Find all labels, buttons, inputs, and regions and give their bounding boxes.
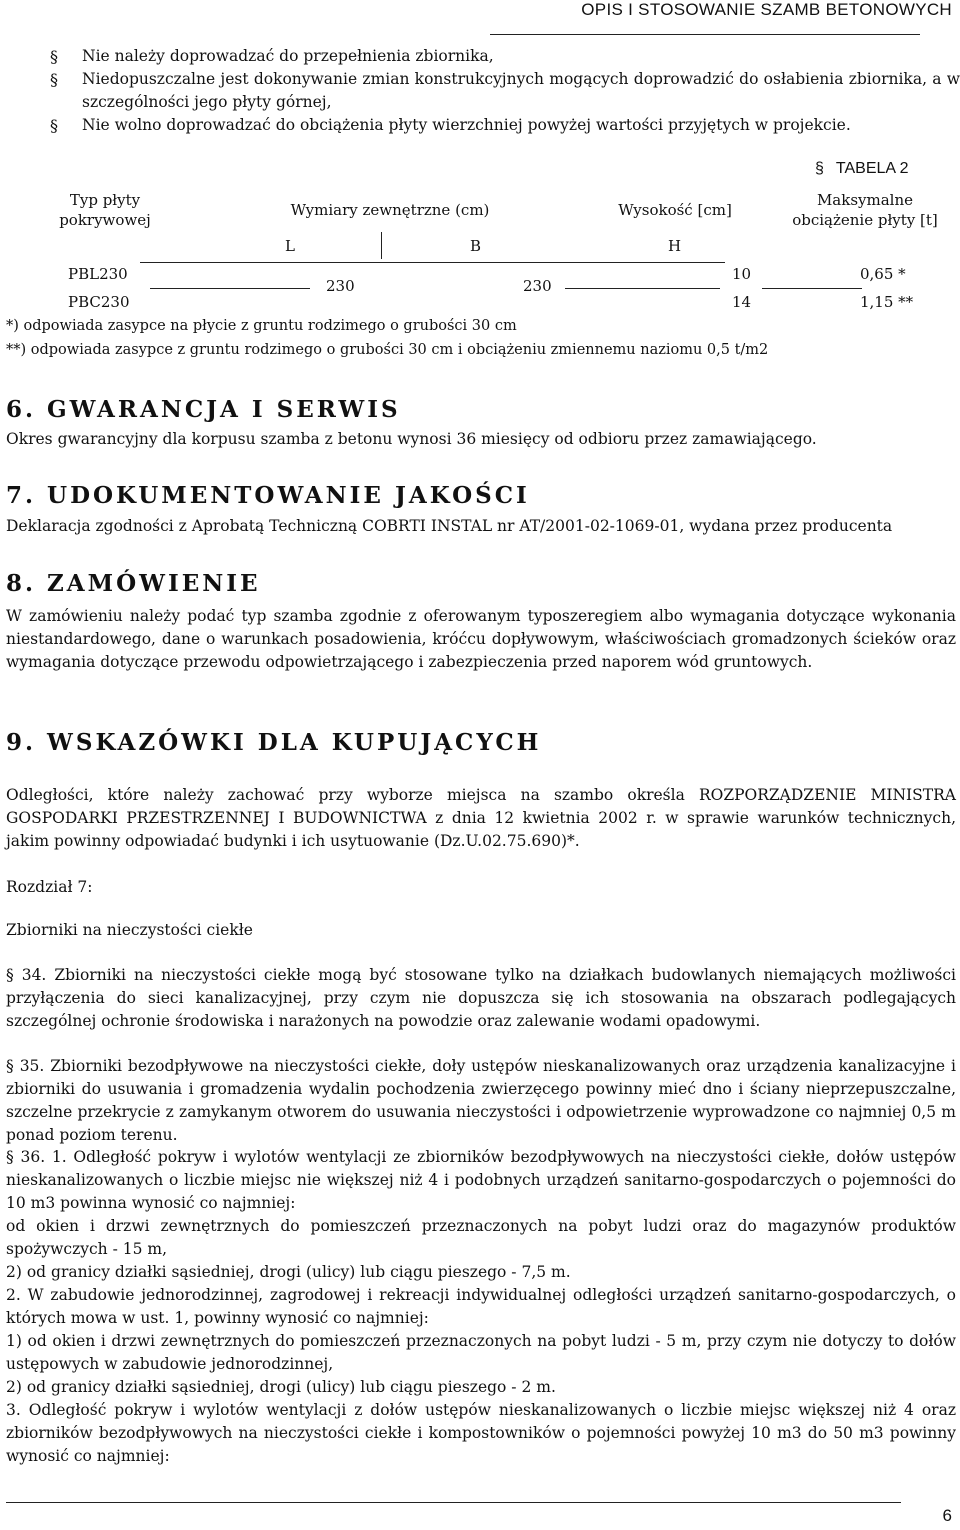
warning-item: § Niedopuszczalne jest dokonywanie zmian konstrukcyjnych mogących doprowadzić do osłabienia zbiornika, a w szczególności jego płyty górnej,: [50, 70, 960, 111]
section-text-warranty: Okres gwarancyjny dla korpusu szamba z betonu wynosi 36 miesięcy od odbioru przez zamawiającego.: [6, 430, 817, 448]
warning-item: § Nie należy doprowadzać do przepełnienia zbiornika,: [50, 47, 494, 66]
section-heading-order: 8. ZAMÓWIENIE: [6, 570, 261, 597]
section-heading-quality: 7. UDOKUMENTOWANIE JAKOŚCI: [6, 482, 530, 509]
table-row-type: PBL230: [68, 265, 128, 283]
regulation-paragraph-36-1b: 2) od granicy działki sąsiedniej, drogi (ulicy) lub ciągu pieszego - 7,5 m.: [6, 1263, 571, 1281]
table-rule: [565, 288, 720, 289]
section-heading-buyers: 9. WSKAZÓWKI DLA KUPUJĄCYCH: [6, 729, 542, 756]
section-sign-icon: §: [50, 47, 58, 66]
regulation-paragraph-34: § 34. Zbiorniki na nieczystości ciekłe mogą być stosowane tylko na działkach budowlanych niemających możliwości przyłączenia do sieci kanalizacyjnej, przy czym nie dopuszcza się ich stosowania na obszarach podlegających szczególnej ochronie środowiska i narażonych na powodzie oraz zalewanie wodami opadowymi.: [6, 966, 956, 1030]
table-cell-l: 230: [326, 277, 355, 295]
regulation-paragraph-36-1: § 36. 1. Odległość pokryw i wylotów wentylacji ze zbiorników bezodpływowych na nieczystości ciekłe, dołów ustępów nieskanalizowanych o liczbie miejsc nie większej niż 4 i podobnych urządzeń sanitarno-gospodarczych o pojemności do 10 m3 powinna wynosić co najmniej:: [6, 1148, 956, 1212]
section-sign-icon: §: [50, 116, 58, 135]
section-heading-warranty: 6. GWARANCJA I SERWIS: [6, 396, 401, 423]
warning-list: [50, 45, 960, 137]
table-row-load: 1,15 **: [860, 293, 914, 311]
table-head-load: Maksymalne obciążenie płyty [t]: [792, 191, 938, 229]
section-sign-icon: §: [50, 70, 58, 89]
table-sub-h: H: [668, 237, 682, 255]
buyers-intro: Odległości, które należy zachować przy wyborze miejsca na szambo określa ROZPORZĄDZENIE MINISTRA GOSPODARKI PRZESTRZENNEJ I BUDOWNICTWA z dnia 12 kwietnia 2002 r. w sprawie warunków technicznych, jakim powinny odpowiadać budynki i ich usytuowanie (Dz.U.02.75.690)*.: [6, 786, 956, 850]
footer-rule: [6, 1502, 901, 1503]
table-note: **) odpowiada zasypce z gruntu rodzimego o grubości 30 cm i obciążeniu zmiennemu naziomu 0,5 t/m2: [6, 342, 769, 358]
regulation-paragraph-35: § 35. Zbiorniki bezodpływowe na nieczystości ciekłe, doły ustępów nieskanalizowanych oraz urządzenia kanalizacyjne i zbiorniki do usuwania i gromadzenia wydalin pochodzenia zwierzęcego powinny mieć dno i ściany nieprzepuszczalne, szczelne przekrycie z zamykanym otworem do usuwania nieczystości i odpowietrzenie wyprowadzone co najmniej 0,5 m ponad poziom terenu.: [6, 1057, 956, 1144]
regulation-paragraph-36-1a: od okien i drzwi zewnętrznych do pomieszczeń przeznaczonych na pobyt ludzi oraz do magazynów produktów spożywczych - 15 m,: [6, 1217, 956, 1258]
section-text-order: W zamówieniu należy podać typ szamba zgodnie z oferowanym typoszeregiem albo wymagania dotyczące wykonania niestandardowego, dane o warunkach posadowienia, króćcu dopływowym, właściwościach gromadzonych ścieków oraz wymagania dotyczące przewodu odpowietrzającego i zabezpieczenia przed naporem wód gruntowych.: [6, 607, 956, 671]
table-divider: [381, 232, 382, 259]
table-sub-b: B: [470, 237, 482, 255]
regulation-paragraph-36-2a: 1) od okien i drzwi zewnętrznych do pomieszczeń przeznaczonych na pobyt ludzi - 5 m, przy czym nie dotyczy to dołów ustępowych w zabudowie jednorodzinnej,: [6, 1332, 956, 1373]
regulation-paragraph-36-2b: 2) od granicy działki sąsiedniej, drogi (ulicy) lub ciągu pieszego - 2 m.: [6, 1378, 556, 1396]
table-row-height: 10: [732, 265, 752, 283]
regulation-paragraph-36-3: 3. Odległość pokryw i wylotów wentylacji z dołów ustępów nieskanalizowanych o liczbie miejsc większej niż 4 oraz zbiorników bezodpływowych na nieczystości ciekłe i kompostowników o pojemności powyżej 10 m3 do 50 m3 powinny wynosić co najmniej:: [6, 1401, 956, 1465]
table-cell-b: 230: [523, 277, 552, 295]
section-text-quality: Deklaracja zgodności z Aprobatą Techniczną COBRTI INSTAL nr AT/2001-02-1069-01, wydana przez producenta: [6, 517, 893, 535]
table-head-height: Wysokość [cm]: [618, 201, 732, 219]
table-row-height: 14: [732, 293, 752, 311]
table-rule: [150, 288, 310, 289]
table-head-type: Typ płyty pokrywowej: [59, 191, 151, 229]
table-note: *) odpowiada zasypce na płycie z gruntu rodzimego o grubości 30 cm: [6, 318, 517, 334]
section-sign-icon: §: [815, 160, 824, 177]
table-rule: [140, 262, 725, 263]
page-number: 6: [942, 1506, 952, 1525]
table-head-dims: Wymiary zewnętrzne (cm): [290, 201, 490, 219]
table-label: § TABELA 2: [815, 160, 909, 177]
regulation-paragraph-36-2: 2. W zabudowie jednorodzinnej, zagrodowej i rekreacji indywidualnej odległości urządzeń sanitarno-gospodarczych, o których mowa w ust. 1, powinny wynosić co najmniej:: [6, 1286, 956, 1327]
table-row-load: 0,65 *: [860, 265, 906, 283]
warning-item: § Nie wolno doprowadzać do obciążenia płyty wierzchniej powyżej wartości przyjętych w projekcie.: [50, 116, 851, 135]
chapter-title: Zbiorniki na nieczystości ciekłe: [6, 921, 253, 939]
table-sub-l: L: [285, 237, 295, 255]
page-header-title: OPIS I STOSOWANIE SZAMB BETONOWYCH: [581, 0, 952, 19]
chapter-label: Rozdział 7:: [6, 878, 93, 896]
table-rule: [762, 288, 862, 289]
table-row-type: PBC230: [68, 293, 130, 311]
header-rule: [490, 34, 920, 35]
